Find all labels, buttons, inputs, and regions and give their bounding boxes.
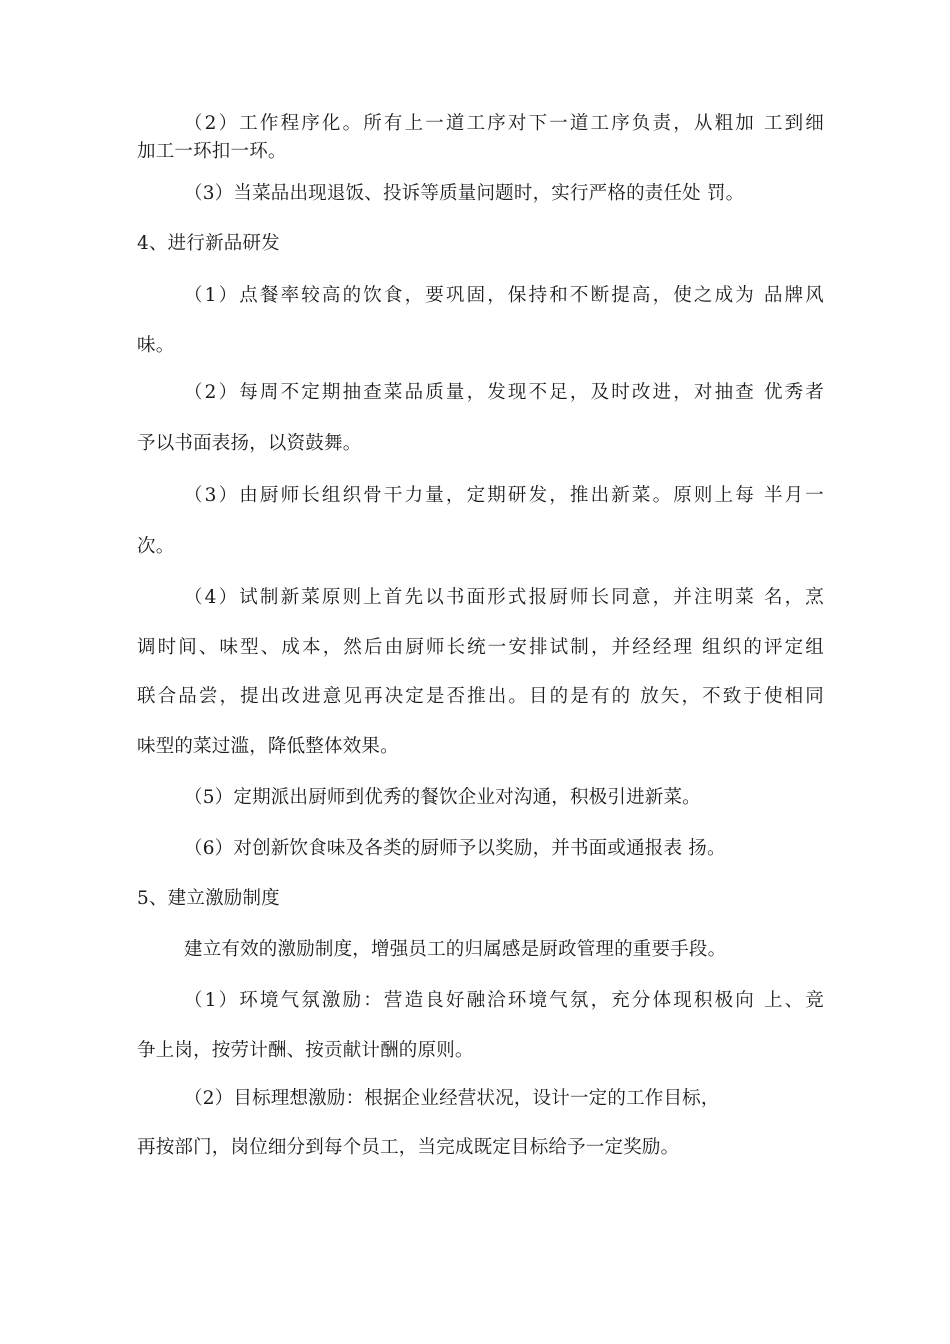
section-heading: 4、进行新品研发 — [137, 233, 280, 254]
paragraph-line: 再按部门，岗位细分到每个员工，当完成既定目标给予一定奖励。 — [137, 1137, 680, 1158]
paragraph-line: 味。 — [137, 335, 175, 356]
paragraph-line: （4）试制新菜原则上首先以书面形式报厨师长同意，并注明菜 名，烹 — [184, 587, 824, 608]
paragraph-line: 联合品尝，提出改进意见再决定是否推出。目的是有的 放矢，不致于使相同 — [137, 686, 824, 707]
paragraph-line: 予以书面表扬，以资鼓舞。 — [137, 433, 362, 454]
paragraph-line: 调时间、味型、成本，然后由厨师长统一安排试制，并经经理 组织的评定组 — [137, 637, 824, 658]
paragraph-line: （2）目标理想激励：根据企业经营状况，设计一定的工作目标， — [184, 1088, 720, 1109]
paragraph-line: （3）由厨师长组织骨干力量，定期研发，推出新菜。原则上每 半月一 — [184, 485, 824, 506]
section-heading: 5、建立激励制度 — [137, 888, 280, 909]
paragraph-line: 建立有效的激励制度，增强员工的归属感是厨政管理的重要手段。 — [184, 939, 727, 960]
paragraph-line: 争上岗，按劳计酬、按贡献计酬的原则。 — [137, 1040, 474, 1061]
paragraph-line: （5）定期派出厨师到优秀的餐饮企业对沟通，积极引进新菜。 — [184, 787, 701, 808]
paragraph-line: （1）环境气氛激励：营造良好融洽环境气氛，充分体现积极向 上、竞 — [184, 990, 824, 1011]
paragraph-line: （2）工作程序化。所有上一道工序对下一道工序负责，从粗加 工到细 — [184, 113, 824, 134]
paragraph-line: （3）当菜品出现退饭、投诉等质量问题时，实行严格的责任处 罚。 — [184, 183, 745, 204]
paragraph-line: 加工一环扣一环。 — [137, 141, 287, 162]
paragraph-line: （2）每周不定期抽查菜品质量，发现不足，及时改进，对抽查 优秀者 — [184, 382, 824, 403]
paragraph-line: 次。 — [137, 536, 175, 557]
paragraph-line: （1）点餐率较高的饮食，要巩固，保持和不断提高，使之成为 品牌风 — [184, 285, 824, 306]
paragraph-line: 味型的菜过滥，降低整体效果。 — [137, 736, 399, 757]
paragraph-line: （6）对创新饮食味及各类的厨师予以奖励，并书面或通报表 扬。 — [184, 838, 726, 859]
